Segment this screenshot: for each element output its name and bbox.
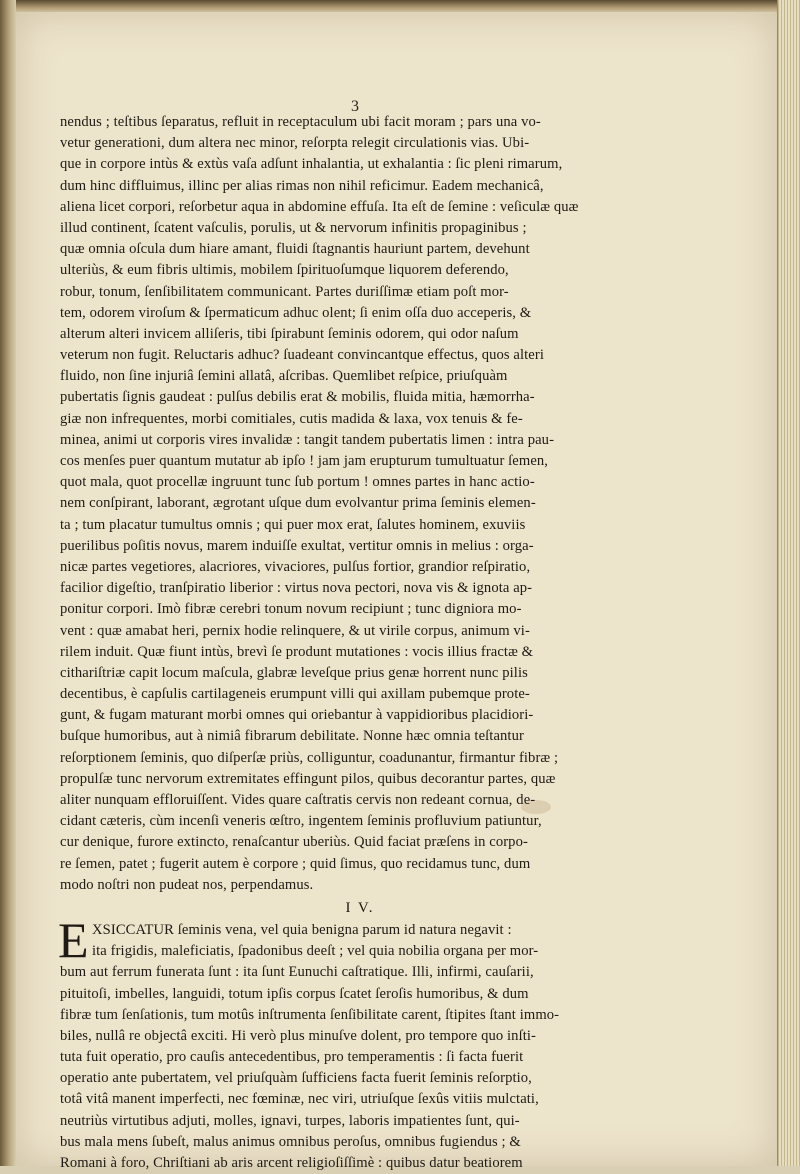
text-line: bus mala mens ſubeſt, malus animus omnibus peroſus, omnibus fugiendus ; & bbox=[60, 1133, 521, 1150]
text-line: aliena licet corpori, reſorbetur aqua in abdomine effuſa. Ita eſt de ſemine : veſiculæ quæ bbox=[60, 198, 579, 215]
page-edges bbox=[777, 0, 800, 1166]
text-line: cidant cæteris, cùm incenſi veneris œſtro, ingentem ſeminis profluvium patiuntur, bbox=[60, 813, 542, 830]
text-line: fluido, non ſine injuriâ ſemini allatâ, aſcribas. Quemlibet reſpice, priuſquàm bbox=[60, 368, 508, 385]
page-number: 3 bbox=[351, 98, 359, 115]
text-line: facilior digeſtio, tranſpiratio liberior : virtus nova pectori, nova vis & ignota ap- bbox=[60, 580, 533, 597]
text-line: biles, nullâ re objectâ exciti. Hi verò plus minuſve dolent, pro tempore quo inſti- bbox=[60, 1027, 536, 1044]
text-line: cur denique, furore extincto, renaſcantur uberiùs. Quid faciat præſens in corpo- bbox=[60, 834, 528, 851]
text-line: decentibus, è capſulis cartilageneis erumpunt villi qui axillam pubemque prote- bbox=[60, 686, 530, 703]
book-gutter bbox=[0, 0, 16, 1166]
text-line: buſque humoribus, aut à nimiâ fibrarum debilitate. Nonne hæc omnia teſtantur bbox=[60, 728, 524, 745]
paragraph-1 bbox=[60, 112, 660, 896]
text-line: dum hinc diffluimus, illinc per alias rimas non nihil reficimur. Eadem mechanicâ, bbox=[60, 177, 544, 194]
text-line: quæ omnia oſcula dum hiare amant, fluidi ſtagnantis hauriunt partem, devehunt bbox=[60, 241, 530, 258]
text-line: reſorptionem ſeminis, quo diſperſæ priùs, colliguntur, coadunantur, firmantur fibræ ; bbox=[60, 749, 559, 766]
text-line: rilem induit. Quæ fiunt intùs, brevì ſe produnt mutationes : vocis illius fractæ & bbox=[60, 643, 534, 660]
text-line: giæ non infrequentes, morbi comitiales, cutis madida & laxa, vox tenuis & fe- bbox=[60, 410, 523, 427]
book-page bbox=[16, 12, 776, 1171]
text-line: ta ; tum placatur tumultus omnis ; qui puer mox erat, ſalutes hominem, exuviis bbox=[60, 516, 526, 533]
text-line: veterum non fugit. Reluctaris adhuc? ſuadeant convincantque effectus, quos alteri bbox=[60, 347, 544, 364]
paragraph-2 bbox=[58, 911, 660, 1174]
text-line: totâ vitâ manent imperfecti, nec fœminæ, nec viri, utriuſque ſexûs vitiis mulctati, bbox=[60, 1091, 539, 1108]
section-heading: I V. bbox=[345, 899, 375, 916]
text-line: vent : quæ amabat heri, pernix hodie relinquere, & ut virile corpus, animum vi- bbox=[60, 622, 530, 639]
text-line: aliter nunquam effloruiſſent. Vides quare caſtratis cervis non redeant cornua, de- bbox=[60, 792, 536, 808]
text-line: re ſemen, patet ; fugerit autem è corpore ; quid ſimus, quo recidamus tunc, dum bbox=[60, 855, 531, 872]
text-line: nendus ; teſtibus ſeparatus, refluit in receptaculum ubi facit moram ; pars una vo- bbox=[60, 114, 541, 130]
text-line: puerilibus poſitis novus, marem induiſſe exultat, vertitur omnis in melius : orga- bbox=[60, 537, 534, 554]
text-line: pituitoſi, imbelles, languidi, totum ipſis corpus ſcatet ſeroſis humoribus, & dum bbox=[60, 985, 529, 1002]
text-line: minea, animi ut corporis vires invalidæ : tangit tandem pubertatis limen : intra pau- bbox=[60, 431, 555, 448]
text-line: operatio ante pubertatem, vel priuſquàm ſufficiens facta fuerit ſeminis reſorptio, bbox=[60, 1070, 532, 1087]
text-line: que in corpore intùs & extùs vaſa adſunt inhalantia, ut exhalantia : ſic pleni rimarum, bbox=[60, 156, 563, 173]
text-line: robur, tonum, ſenſibilitatem communicant. Partes duriſſimæ etiam poſt mor- bbox=[60, 283, 509, 300]
text-line: Romani à foro, Chriſtiani ab aris arcent religioſiſſimè : quibus datur beatiorem bbox=[60, 1155, 523, 1171]
text-line: pubertatis ſignis gaudeat : pulſus debilis erat & mobilis, fluida mitia, hæmorrha- bbox=[60, 389, 535, 406]
text-line: cithariſtriæ capit locum maſcula, glabræ leveſque prius genæ horrent nunc pilis bbox=[60, 664, 528, 681]
text-line: modo noſtri non pudeat nos, perpendamus. bbox=[60, 876, 314, 893]
drop-cap: E bbox=[58, 911, 89, 968]
text-line: vetur generationi, dum altera nec minor, reſorpta relegit circulationis vias. Ubi- bbox=[60, 135, 530, 152]
text-line: alterum alteri invicem alliſeris, tibi ſpirabunt ſeminis odorem, qui odor naſum bbox=[60, 325, 519, 342]
text-line: neutriùs virtutibus adjuti, molles, ignavi, turpes, laboris impatientes ſunt, qui- bbox=[60, 1112, 520, 1129]
text-line: propulſæ tunc nervorum extremitates effingunt pilos, quibus decorantur partes, quæ bbox=[60, 770, 556, 787]
text-line: ponitur corpori. Imò fibræ cerebri tonum novum recipiunt ; tunc digniora mo- bbox=[60, 601, 522, 618]
text-line: illud continent, ſcatent vaſculis, porulis, ut & nervorum infinitis propaginibus ; bbox=[60, 219, 527, 236]
text-line: bum aut ferrum funerata ſunt : ita ſunt Eunuchi caſtratique. Illi, infirmi, cauſarii, bbox=[60, 964, 534, 981]
text-line: cos menſes puer quantum mutatur ab ipſo ! jam jam erupturum tumultuatur ſemen, bbox=[60, 453, 549, 469]
text-line: ita frigidis, maleficiatis, ſpadonibus deeſt ; vel quia nobilia organa per mor- bbox=[92, 943, 539, 960]
text-line: nicæ partes vegetiores, alacriores, vivaciores, pulſus fortior, grandior reſpiratio, bbox=[60, 558, 531, 575]
text-line: gunt, & fugam maturant morbi omnes qui oriebantur à vappidioribus placidiori- bbox=[60, 707, 534, 724]
text-line: XSICCATUR ſeminis vena, vel quia benigna parum id natura negavit : bbox=[92, 921, 512, 938]
text-line: quot mala, quot procellæ ingruunt tunc ſub portum ! omnes partes in hanc actio- bbox=[60, 474, 535, 491]
text-line: fibræ tum ſenſationis, tum motûs inſtrumenta ſenſibilitate carent, ſtipites ſtant immo- bbox=[60, 1006, 560, 1023]
text-line: nem conſpirant, laborant, ægrotant uſque dum evolvantur prima ſeminis elemen- bbox=[60, 495, 536, 512]
text-line: ulteriùs, & eum fibris ultimis, mobilem ſpirituoſumque liquorem deferendo, bbox=[60, 262, 509, 279]
text-body bbox=[60, 112, 660, 1174]
text-line: tem, odorem viroſum & ſpermaticum adhuc olent; ſi enim oſſa duo acceperis, & bbox=[60, 304, 532, 321]
text-line: tuta fuit operatio, pro cauſis antecedentibus, pro temperamentis : ſi facta fuerit bbox=[60, 1049, 524, 1066]
